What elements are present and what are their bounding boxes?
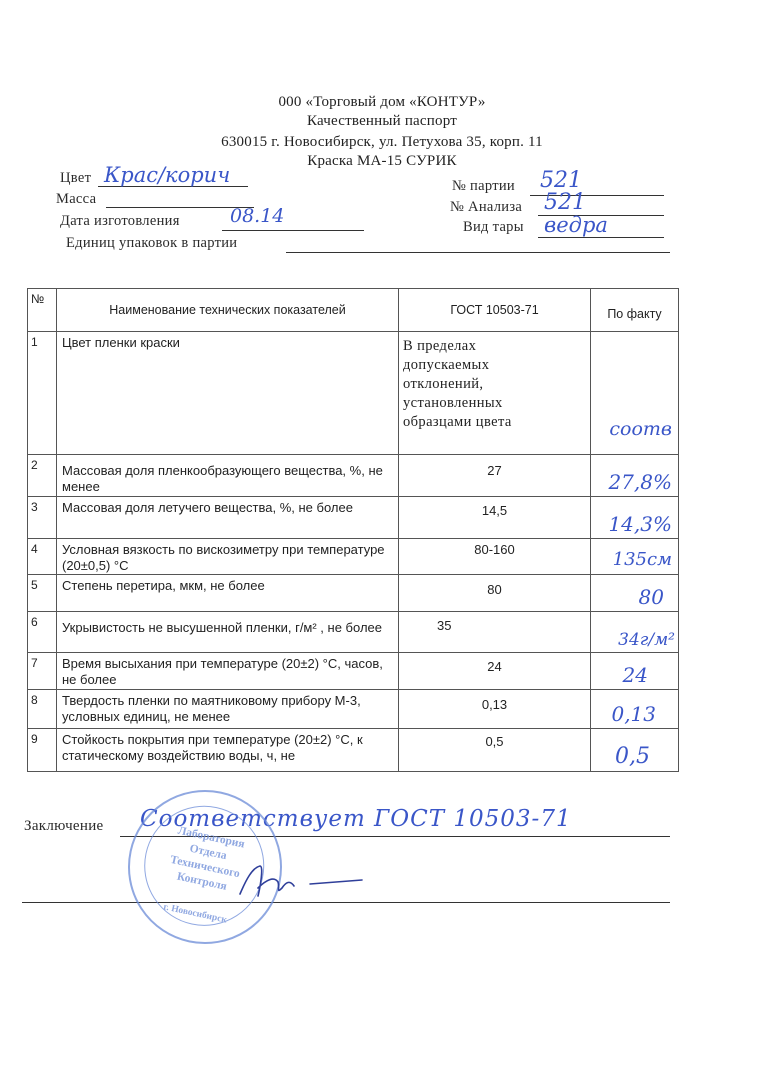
row-number: 4 xyxy=(31,542,38,556)
row-number: 1 xyxy=(31,335,38,349)
row-name: Укрывистость не высушенной пленки, г/м² , не более xyxy=(62,620,382,635)
row-gost: 80 xyxy=(487,582,502,597)
row-fact: 14,3% xyxy=(608,512,672,536)
row-gost: 14,5 xyxy=(481,503,508,518)
row-gost: 24 xyxy=(487,659,502,674)
row-gost: 35 xyxy=(437,618,452,633)
row-name: Твердость пленки по маятниковому прибору М-3, условных единиц, не менее xyxy=(62,693,361,724)
analysis-value: 521 xyxy=(544,190,586,215)
table-row xyxy=(28,539,679,575)
row-number: 9 xyxy=(31,732,38,746)
conclusion-value: Соответствует ГОСТ 10503-71 xyxy=(140,806,572,832)
row-gost: В пределах допускаемых отклонений, установленных образцами цвета xyxy=(403,338,512,430)
tare-value: ведра xyxy=(544,213,608,237)
table-row xyxy=(28,497,679,539)
units-underline xyxy=(286,252,670,253)
batch-value: 521 xyxy=(540,168,582,193)
row-gost: 80-160 xyxy=(474,542,515,557)
conclusion-label: Заключение xyxy=(24,818,104,834)
row-gost: 0,13 xyxy=(481,697,508,712)
row-number: 8 xyxy=(31,693,38,707)
table-row xyxy=(28,455,679,497)
tare-label: Вид тары xyxy=(463,219,524,235)
table-row xyxy=(28,653,679,690)
product-name: Краска МА-15 СУРИК xyxy=(307,153,457,169)
row-fact: 80 xyxy=(638,585,664,609)
header-number: № xyxy=(28,289,57,332)
date-label: Дата изготовления xyxy=(60,213,180,229)
table-row xyxy=(28,690,679,729)
document-title: Качественный паспорт xyxy=(307,113,457,129)
row-fact: 0,13 xyxy=(611,702,656,726)
table-header-row xyxy=(28,289,679,332)
row-fact: 135см xyxy=(612,549,672,570)
analysis-label: № Анализа xyxy=(450,199,523,215)
table-row xyxy=(28,575,679,612)
row-number: 3 xyxy=(31,500,38,514)
tare-underline xyxy=(538,237,664,238)
row-gost: 27 xyxy=(487,463,502,478)
date-underline xyxy=(222,230,364,231)
row-fact: 34г/м² xyxy=(618,630,675,650)
stamp-ring-text: Лаборатория Отдела Технического Контроля xyxy=(169,824,246,893)
row-number: 5 xyxy=(31,578,38,592)
row-gost: 0,5 xyxy=(485,734,504,749)
color-value: Крас/корич xyxy=(104,163,231,187)
table-row xyxy=(28,612,679,653)
row-name: Цвет пленки краски xyxy=(62,335,180,350)
table-row xyxy=(28,332,679,455)
batch-label: № партии xyxy=(452,178,515,194)
stamp-bottom-text: г. Новосибирск xyxy=(162,902,228,926)
company-name: 000 «Торговый дом «КОНТУР» xyxy=(278,94,486,110)
signature xyxy=(230,858,370,904)
units-label: Единиц упаковок в партии xyxy=(66,235,238,251)
date-value: 08.14 xyxy=(230,205,285,227)
row-name: Стойкость покрытия при температуре (20±2) °С, к статическому воздействию воды, ч, не xyxy=(62,732,363,763)
row-fact: 0,5 xyxy=(615,744,650,769)
row-name: Время высыхания при температуре (20±2) °С, часов, не более xyxy=(62,656,383,687)
company-address: 630015 г. Новосибирск, ул. Петухова 35, корп. 11 xyxy=(221,134,543,150)
header-name: Наименование технических показателей xyxy=(57,289,399,332)
table-row xyxy=(28,729,679,772)
header-gost: ГОСТ 10503-71 xyxy=(399,289,591,332)
row-name: Массовая доля летучего вещества, %, не более xyxy=(62,500,353,515)
row-number: 2 xyxy=(31,458,38,472)
row-name: Массовая доля пленкообразующего вещества, %, не менее xyxy=(62,463,383,494)
header-fact: По факту xyxy=(591,289,679,332)
row-number: 7 xyxy=(31,656,38,670)
mass-label: Масса xyxy=(56,191,97,207)
color-label: Цвет xyxy=(60,170,92,186)
row-number: 6 xyxy=(31,615,38,629)
row-fact: 27,8% xyxy=(608,470,672,494)
row-fact: 24 xyxy=(622,663,648,687)
specification-table xyxy=(27,288,679,772)
row-fact: соотв xyxy=(609,418,672,440)
row-name: Степень перетира, мкм, не более xyxy=(62,578,265,593)
row-name: Условная вязкость по вискозиметру при температуре (20±0,5) °С xyxy=(62,542,385,573)
